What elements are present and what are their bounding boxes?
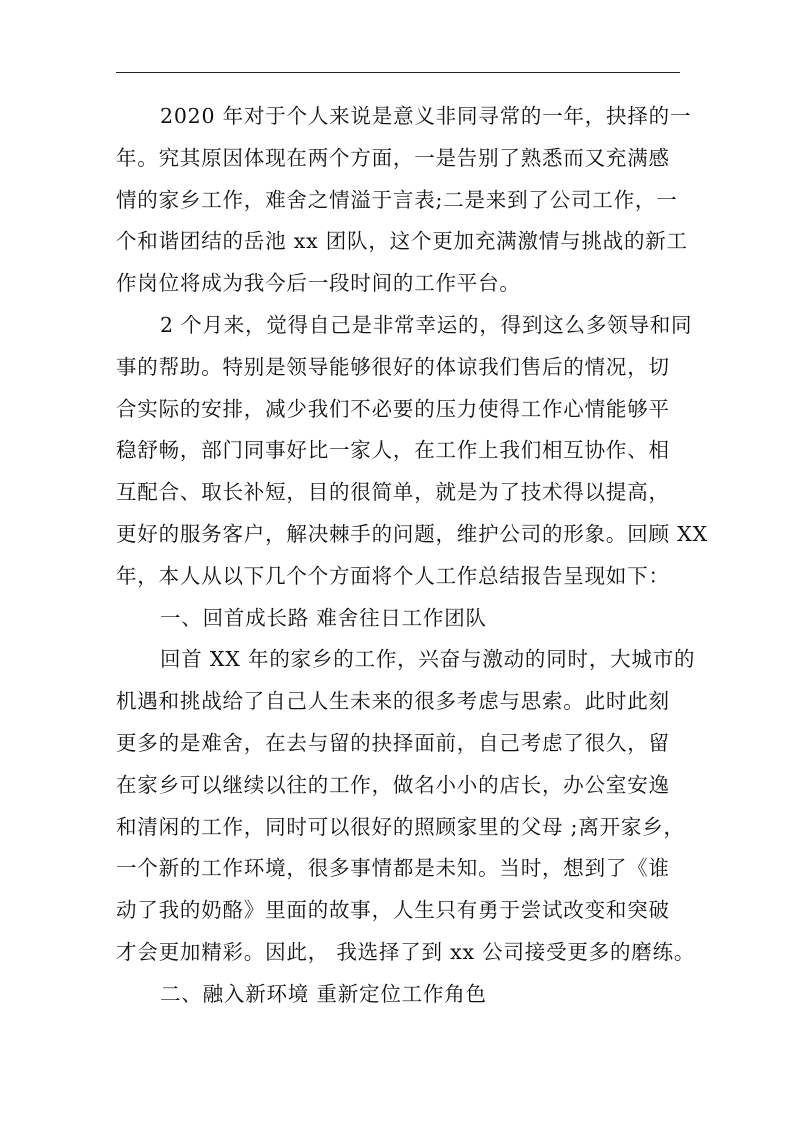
section-heading: 一、回首成长路 难舍往日工作团队 [160, 605, 487, 630]
text-line: 和清闲的工作，同时可以很好的照顾家里的父母 ;离开家乡， [116, 814, 685, 839]
text-line: 合实际的安排，减少我们不必要的压力使得工作心情能够平 [116, 396, 670, 421]
text-line: 事的帮助。特别是领导能够很好的体谅我们售后的情况，切 [116, 354, 670, 379]
text-line: 个和谐团结的岳池 xx 团队，这个更加充满激情与挑战的新工 [116, 229, 688, 254]
text-line: 在家乡可以继续以往的工作，做名小小的店长，办公室安逸 [116, 772, 670, 797]
text-line: 年，本人从以下几个个方面将个人工作总结报告呈现如下： [116, 563, 670, 588]
text-line: 2 个月来，觉得自己是非常幸运的，得到这么多领导和同 [160, 312, 693, 337]
document-body [116, 96, 708, 1016]
text-line: 更多的是难舍，在去与留的抉择面前，自己考虑了很久，留 [116, 730, 670, 755]
text-line: 情的家乡工作，难舍之情溢于言表;二是来到了公司工作，一 [116, 187, 678, 212]
text-line: 机遇和挑战给了自己人生未来的很多考虑与思索。此时此刻 [116, 689, 670, 714]
section-heading: 二、融入新环境 重新定位工作角色 [160, 981, 487, 1006]
text-line: 2020 年对于个人来说是意义非同寻常的一年，抉择的一 [160, 104, 692, 128]
text-line: 动了我的奶酪》里面的故事，人生只有勇于尝试改变和突破 [116, 898, 670, 923]
text-line: 年。究其原因体现在两个方面，一是告别了熟悉而又充满感 [116, 145, 670, 170]
text-line: 稳舒畅，部门同事好比一家人，在工作上我们相互协作、相 [116, 438, 670, 463]
header-rule [116, 72, 680, 73]
text-line: 回首 XX 年的家乡的工作，兴奋与激动的同时，大城市的 [160, 647, 696, 672]
text-line: 互配合、取长补短，目的很简单，就是为了技术得以提高， [116, 480, 670, 505]
text-line: 作岗位将成为我今后一段时间的工作平台。 [116, 271, 521, 296]
text-line: 才会更加精彩。因此， 我选择了到 xx 公司接受更多的磨练。 [116, 939, 696, 964]
text-line: 一个新的工作环境，很多事情都是未知。当时，想到了《谁 [116, 856, 670, 881]
text-line: 更好的服务客户，解决棘手的问题，维护公司的形象。回顾 XX [116, 521, 708, 546]
